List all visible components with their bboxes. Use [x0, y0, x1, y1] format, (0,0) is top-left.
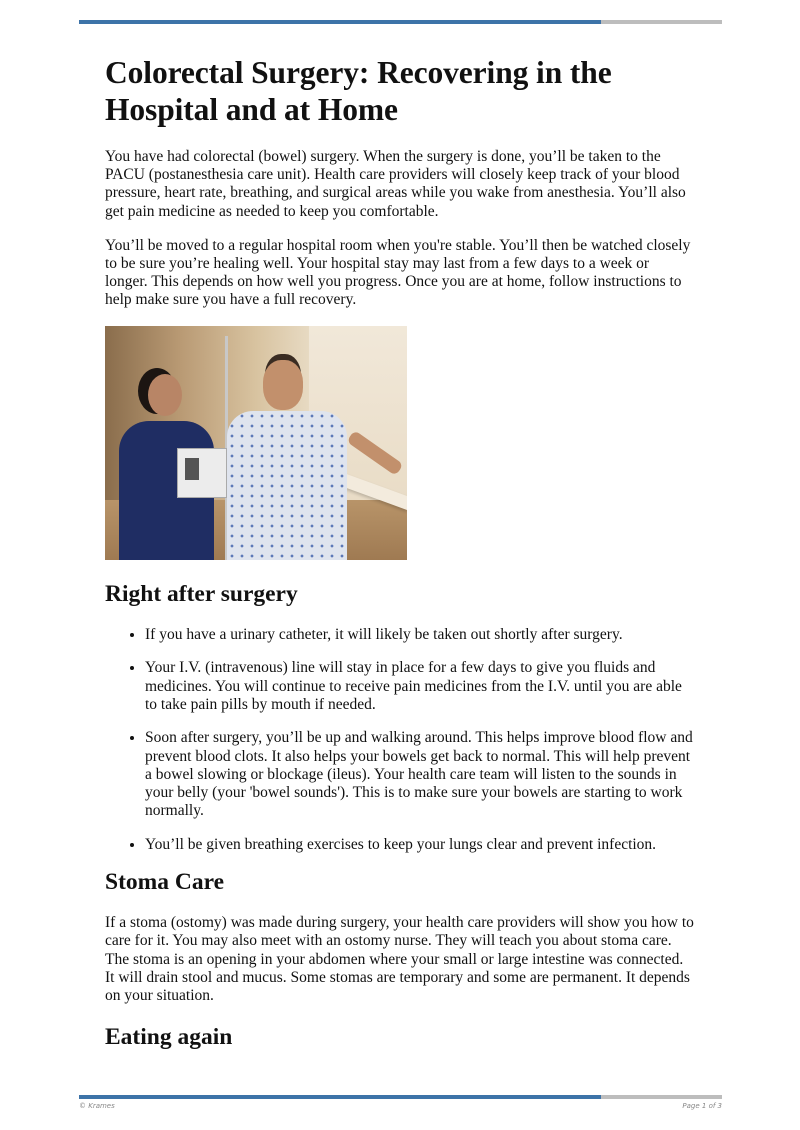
- list-item: • You’ll be given breathing exercises to keep your lungs clear and prevent infection.: [145, 836, 695, 854]
- hospital-walk-photo: [105, 326, 407, 560]
- top-bar-accent: [79, 20, 601, 24]
- intro-paragraph-1: You have had colorectal (bowel) surgery. When the surgery is done, you’ll be taken to the PACU (postanesthesia care unit). Health care providers will closely keep track of your blood pressure, heart rate, breathing, and surgical areas while you wake from anesthesia. You’ll also get pain medicine as needed to keep you comfortable.: [105, 148, 686, 220]
- bottom-bar-accent: [79, 1095, 601, 1099]
- intro-paragraph-2: You’ll be moved to a regular hospital room when you're stable. You’ll then be watched closely to be sure you’re healing well. Your hospital stay may last from a few days to a week or longer. This depends on how well you progress. Once you are at home, follow instructions to help make sure you have a full recovery.: [105, 236, 691, 309]
- page-indicator: Page 1 of 3: [682, 1102, 722, 1110]
- document-content: [105, 54, 695, 1051]
- stoma-care-paragraph: If a stoma (ostomy) was made during surgery, your health care providers will show you how to care for it. You may also meet with an ostomy nurse. They will teach you about stoma care. The stoma is an opening in your abdomen where your small or large intestine was connected. It will drain stool and mucus. Some stomas are temporary and some are permanent. It depends on your situation.: [105, 914, 694, 1004]
- page-title: Colorectal Surgery: Recovering in the Hospital and at Home: [105, 55, 612, 127]
- bottom-bar-remainder: [601, 1095, 722, 1099]
- list-item: • Soon after surgery, you’ll be up and walking around. This helps improve blood flow and prevent blood clots. It also helps your bowels get back to normal. This will help prevent a bowel slowing or blockage (ileus). Your health care team will listen to the sounds in your belly (your 'bowel sounds'). This is to make sure your bowels are starting to work normally.: [145, 729, 695, 820]
- section-heading-right-after-surgery: Right after surgery: [105, 580, 298, 607]
- list-item: • If you have a urinary catheter, it will likely be taken out shortly after surgery.: [145, 626, 695, 644]
- section-heading-eating-again: Eating again: [105, 1024, 233, 1051]
- bottom-progress-bar: [79, 1095, 722, 1099]
- top-progress-bar: [79, 20, 722, 24]
- page-footer: [79, 1102, 722, 1110]
- section-heading-stoma-care: Stoma Care: [105, 869, 225, 896]
- copyright-text: © Krames: [79, 1102, 115, 1110]
- right-after-surgery-list: [105, 626, 695, 855]
- top-bar-remainder: [601, 20, 722, 24]
- list-item: • Your I.V. (intravenous) line will stay in place for a few days to give you fluids and medicines. You will continue to receive pain medicines from the I.V. until you are able to take pain pills by mouth if needed.: [145, 659, 695, 714]
